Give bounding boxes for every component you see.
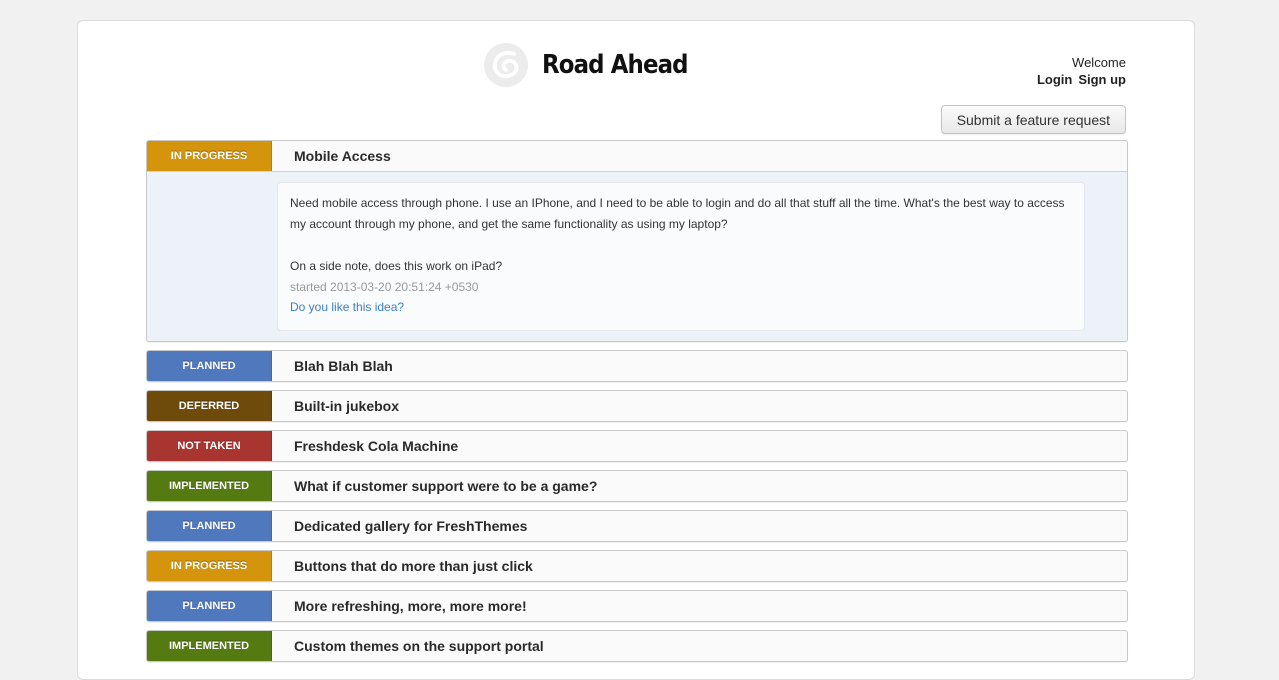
feature-title: What if customer support were to be a game? bbox=[294, 478, 598, 494]
status-badge: DEFERRED bbox=[147, 391, 272, 421]
feature-title: More refreshing, more, more more! bbox=[294, 598, 527, 614]
login-link[interactable]: Login bbox=[1036, 72, 1073, 87]
description-paragraph-2: On a side note, does this work on iPad? bbox=[290, 259, 503, 273]
started-timestamp: started 2013-03-20 20:51:24 +0530 bbox=[290, 280, 479, 294]
feature-header[interactable] bbox=[147, 391, 1127, 421]
welcome-text: Welcome bbox=[1072, 55, 1126, 70]
feature-header[interactable] bbox=[147, 511, 1127, 541]
feature-item bbox=[146, 390, 1128, 422]
header bbox=[78, 21, 1194, 101]
status-badge: IN PROGRESS bbox=[147, 141, 272, 171]
feature-header[interactable] bbox=[147, 351, 1127, 381]
swirl-logo-icon bbox=[484, 43, 528, 87]
feature-title: Built-in jukebox bbox=[294, 398, 399, 414]
feature-item bbox=[146, 630, 1128, 662]
idea-description bbox=[277, 182, 1085, 331]
feature-item bbox=[146, 470, 1128, 502]
feature-title: Dedicated gallery for FreshThemes bbox=[294, 518, 528, 534]
status-badge: PLANNED bbox=[147, 351, 272, 381]
description-paragraph-1: Need mobile access through phone. I use an IPhone, and I need to be able to login and do all that stuff all the time. What's the best way to access my account through my phone, and get the same functionality as using my laptop? bbox=[290, 196, 1065, 231]
feature-title: Buttons that do more than just click bbox=[294, 558, 533, 574]
feature-header[interactable] bbox=[147, 471, 1127, 501]
status-badge: IMPLEMENTED bbox=[147, 631, 272, 661]
feature-title: Mobile Access bbox=[294, 148, 391, 164]
feature-item-expanded bbox=[146, 140, 1128, 342]
like-idea-link[interactable]: Do you like this idea? bbox=[290, 300, 405, 314]
feature-item bbox=[146, 590, 1128, 622]
brand[interactable] bbox=[484, 43, 708, 87]
feature-header[interactable] bbox=[147, 141, 1127, 171]
feature-item bbox=[146, 350, 1128, 382]
feature-title: Custom themes on the support portal bbox=[294, 638, 544, 654]
feature-header[interactable] bbox=[147, 551, 1127, 581]
user-area bbox=[1031, 54, 1126, 88]
status-badge: NOT TAKEN bbox=[147, 431, 272, 461]
user-links bbox=[1031, 71, 1126, 88]
feature-header[interactable] bbox=[147, 591, 1127, 621]
feature-details bbox=[147, 171, 1127, 341]
page-container bbox=[77, 20, 1195, 680]
feature-title: Freshdesk Cola Machine bbox=[294, 438, 459, 454]
submit-feature-request-button[interactable]: Submit a feature request bbox=[941, 105, 1126, 134]
feature-item bbox=[146, 430, 1128, 462]
feature-item bbox=[146, 550, 1128, 582]
feature-header[interactable] bbox=[147, 631, 1127, 661]
status-badge: PLANNED bbox=[147, 591, 272, 621]
feature-header[interactable] bbox=[147, 431, 1127, 461]
status-badge: IN PROGRESS bbox=[147, 551, 272, 581]
status-badge: IMPLEMENTED bbox=[147, 471, 272, 501]
feature-title: Blah Blah Blah bbox=[294, 358, 393, 374]
status-badge: PLANNED bbox=[147, 511, 272, 541]
signup-link[interactable]: Sign up bbox=[1078, 72, 1126, 87]
brand-name: Road Ahead bbox=[542, 50, 688, 80]
feature-list bbox=[146, 140, 1128, 670]
feature-item bbox=[146, 510, 1128, 542]
